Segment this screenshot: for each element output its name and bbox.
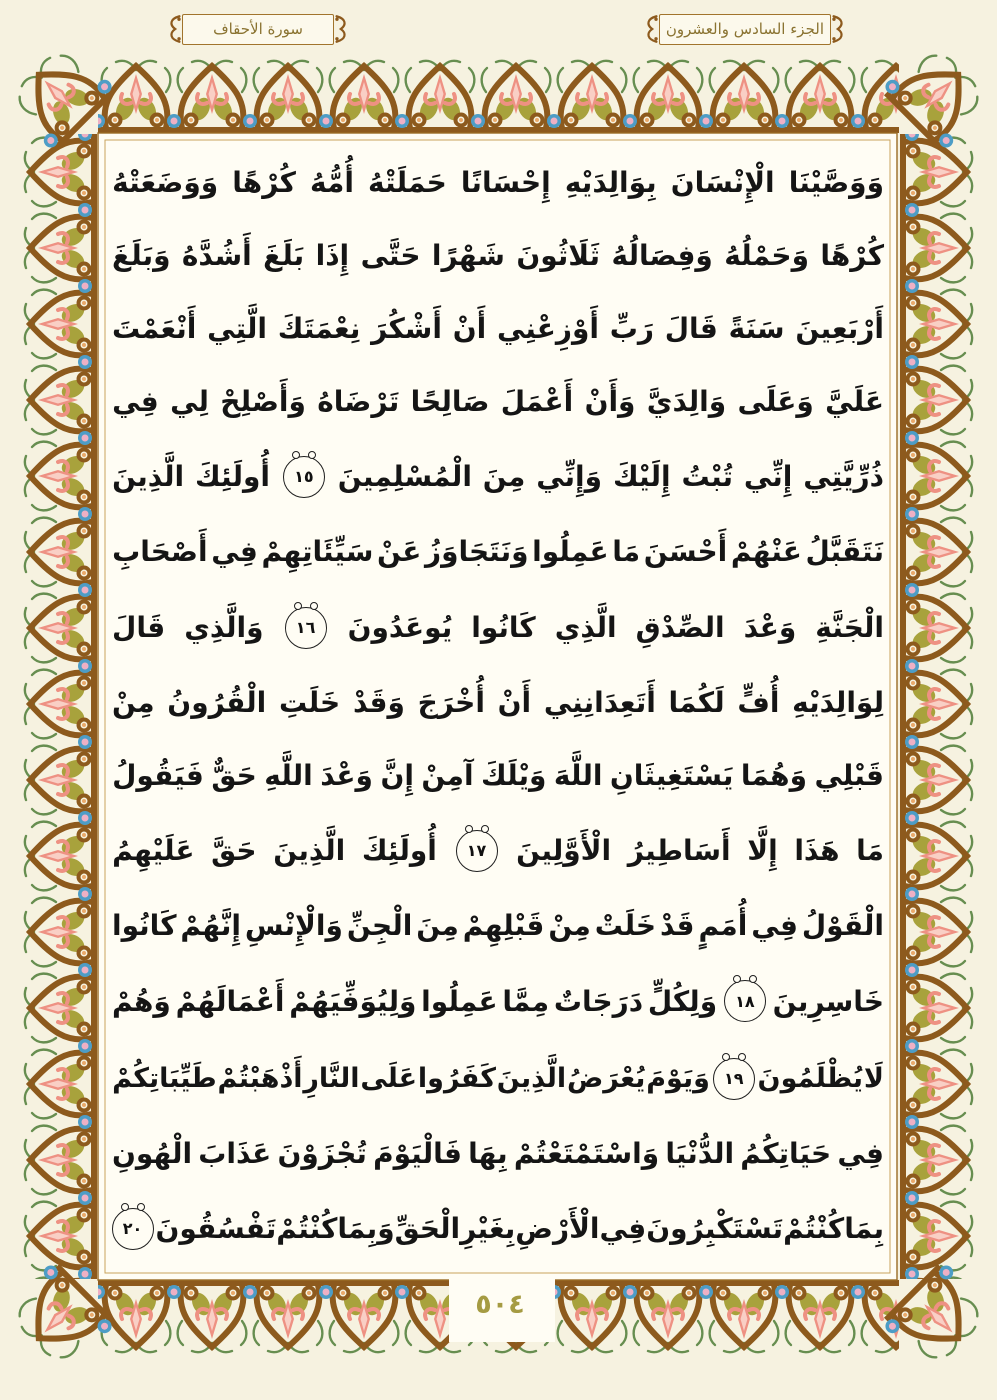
quran-word: تُبْتُ: [681, 460, 734, 494]
quran-word: الَّذِينَ: [273, 834, 346, 868]
quran-word: مَا: [612, 535, 641, 569]
quran-word: أُمَمٍ: [698, 909, 748, 943]
quran-line: [112, 1208, 884, 1250]
quran-word: اللَّهَ: [553, 758, 603, 792]
quran-word: وَنَتَجَاوَزُ: [424, 535, 529, 569]
quran-word: وَأَنْ: [584, 384, 636, 418]
quran-word: أَحْسَنَ: [643, 535, 728, 569]
quran-word: إِلَيْكَ: [612, 460, 671, 494]
quran-word: حَقٌّ: [211, 758, 257, 792]
quran-word: الْحَقِّ: [394, 1212, 461, 1246]
quran-word: وَلِكُلٍّ: [647, 984, 718, 1018]
quran-word: ثَلَاثُونَ: [516, 238, 601, 272]
quran-word: الَّذِي: [554, 610, 617, 644]
quran-word: يُظْلَمُونَ: [757, 1062, 864, 1094]
quran-word: الْقُرُونُ: [167, 685, 267, 719]
quran-line: [112, 980, 884, 1022]
quran-word: الَّذِينَ: [112, 460, 185, 494]
quran-word: مَا: [856, 834, 884, 868]
quran-word: دَرَجَاتٌ: [553, 984, 644, 1018]
quran-word: فِي: [211, 535, 258, 569]
verse-marker-15: ١٥: [283, 456, 325, 498]
quran-word: أَرْبَعِينَ: [795, 311, 884, 345]
quran-word: الصِّدْقِ: [635, 610, 725, 644]
quran-line: [112, 684, 884, 722]
quran-word: عَلَيْهِمُ: [112, 834, 195, 868]
quran-word: وَعْدَ: [743, 610, 797, 644]
quran-word: وَإِنِّي: [536, 460, 603, 494]
quran-word: بَلَغَ: [263, 238, 305, 272]
quran-word: أَنْعَمْتَ: [112, 311, 197, 345]
quran-word: قَدْ: [659, 909, 695, 943]
quran-word: خَلَتْ: [594, 909, 657, 943]
quran-word: وَعْدَ: [320, 758, 373, 792]
quran-word: عَمِلُوا: [532, 535, 609, 569]
quran-word: أَشْكُرَ: [371, 311, 442, 345]
quran-word: أَعْمَالَهُمْ: [175, 984, 285, 1018]
quran-word: خَاسِرِينَ: [772, 984, 884, 1018]
quran-line: [112, 1058, 884, 1100]
quran-word: أَنْ: [452, 311, 487, 345]
quran-word: وَفِصَالُهُ: [611, 238, 713, 272]
quran-word: فِي: [751, 909, 798, 943]
surah-header-cartouche: [165, 10, 351, 48]
quran-word: الْإِنْسَانَ: [670, 165, 775, 199]
quran-word: وَعَلَى: [737, 384, 814, 418]
quran-line: [112, 310, 884, 348]
verse-marker-19: ١٩: [713, 1058, 755, 1100]
juz-name: الجزء السادس والعشرون: [659, 14, 831, 45]
quran-word: وَبَلَغَ: [112, 238, 171, 272]
quran-word: عَلَيَّ: [825, 384, 884, 418]
quran-word: مِنْ: [548, 909, 591, 943]
quran-word: مِنَ: [416, 909, 459, 943]
quran-word: وَوَصَّيْنَا: [788, 165, 884, 199]
quran-line: [112, 907, 884, 945]
quran-word: الدُّنْيَا: [665, 1137, 735, 1171]
quran-word: مِمَّا: [502, 984, 550, 1018]
quran-word: يُوعَدُونَ: [347, 610, 453, 644]
verse-marker-18: ١٨: [724, 980, 766, 1022]
quran-text: [112, 146, 884, 1268]
quran-line: [112, 1135, 884, 1173]
quran-word: وَيَوْمَ: [646, 1062, 710, 1094]
quran-word: الْهُونِ: [112, 1137, 193, 1171]
quran-word: أُخْرَجَ: [417, 685, 485, 719]
quran-word: عَلَى: [360, 1062, 418, 1094]
ornate-bracket-icon: [642, 12, 659, 46]
quran-word: الْجَنَّةِ: [815, 610, 884, 644]
quran-word: أُفٍّ: [737, 685, 780, 719]
quran-word: عَنْهُمْ: [730, 535, 802, 569]
quran-word: قَالَ: [664, 311, 718, 345]
quran-word: شَهْرًا: [431, 238, 505, 272]
quran-line: [112, 456, 884, 498]
quran-word: الْأَرْضِ: [515, 1212, 600, 1246]
quran-word: قَالَ: [112, 610, 166, 644]
quran-word: ذُرِّيَّتِي: [803, 460, 884, 494]
quran-word: حَقَّ: [211, 834, 257, 868]
quran-word: إِنَّ: [380, 758, 414, 792]
quran-word: عَنْ: [377, 535, 422, 569]
quran-word: عَمِلُوا: [421, 984, 498, 1018]
quran-word: لَا: [863, 1062, 884, 1094]
quran-word: وَوَضَعَتْهُ: [112, 165, 219, 199]
quran-word: وَبِمَا: [337, 1212, 395, 1246]
quran-word: حَتَّى: [360, 238, 421, 272]
quran-word: سَيِّئَاتِهِمْ: [261, 535, 374, 569]
quran-word: أُولَئِكَ: [361, 834, 437, 868]
quran-line: [112, 830, 884, 872]
quran-word: كُرْهًا: [232, 165, 296, 199]
quran-word: وَالَّذِي: [184, 610, 264, 644]
quran-word: قَبْلِهِمْ: [462, 909, 545, 943]
verse-marker-20: ٢٠: [112, 1208, 154, 1250]
quran-word: نِعْمَتَكَ: [277, 311, 361, 345]
quran-word: أُمُّهُ: [310, 165, 354, 199]
quran-word: وَأَصْلِحْ: [220, 384, 306, 418]
quran-word: الَّذِينَ: [496, 1062, 567, 1094]
quran-word: قَبْلِي: [814, 758, 884, 792]
quran-word: صَالِحًا: [410, 384, 490, 418]
quran-line: [112, 383, 884, 421]
quran-word: تُجْزَوْنَ: [277, 1137, 367, 1171]
quran-word: طَيِّبَاتِكُمْ: [112, 1062, 217, 1094]
quran-word: تَرْضَاهُ: [317, 384, 400, 418]
quran-line: [112, 237, 884, 275]
quran-word: هَذَا: [794, 834, 840, 868]
quran-word: إِنَّهُمْ: [180, 909, 241, 943]
quran-word: أَعْمَلَ: [500, 384, 574, 418]
quran-word: لَكُمَا: [668, 685, 725, 719]
ornate-bracket-icon: [165, 12, 182, 46]
quran-word: الْأَوَّلِينَ: [516, 834, 612, 868]
quran-word: وَاسْتَمْتَعْتُمْ: [513, 1137, 660, 1171]
quran-word: أَتَعِدَانِنِي: [543, 685, 656, 719]
quran-word: فَيَقُولُ: [112, 758, 204, 792]
quran-word: فَالْيَوْمَ: [373, 1137, 462, 1171]
quran-word: كُنْتُمْ: [276, 1212, 338, 1246]
quran-word: وَقَدْ: [352, 685, 405, 719]
quran-word: آمِنْ: [421, 758, 474, 792]
quran-word: أُولَئِكَ: [194, 460, 270, 494]
verse-marker-16: ١٦: [285, 607, 327, 649]
quran-word: حَيَاتِكُمُ: [740, 1137, 832, 1171]
quran-line: [112, 607, 884, 649]
quran-word: خَلَتِ: [278, 685, 341, 719]
quran-word: وَحَمْلُهُ: [724, 238, 809, 272]
quran-word: وَالِدَيَّ: [646, 384, 727, 418]
ornate-bracket-icon: [831, 12, 848, 46]
quran-word: أَنْ: [497, 685, 532, 719]
quran-word: فِي: [837, 1137, 884, 1171]
quran-word: بِمَا: [844, 1212, 884, 1246]
quran-word: وَهُمْ: [112, 984, 171, 1018]
quran-word: عَذَابَ: [198, 1137, 272, 1171]
quran-word: نَتَقَبَّلُ: [805, 535, 884, 569]
quran-word: وَيْلَكَ: [481, 758, 547, 792]
quran-word: وَالْإِنْسِ: [244, 909, 343, 943]
quran-line: [112, 757, 884, 795]
quran-word: الْجِنِّ: [346, 909, 413, 943]
quran-line: [112, 533, 884, 571]
quran-word: النَّارِ: [303, 1062, 360, 1094]
quran-word: أَصْحَابِ: [112, 535, 208, 569]
quran-word: فِي: [112, 384, 159, 418]
page-number: ٥٠٤: [475, 1289, 525, 1320]
quran-word: إِحْسَانًا: [460, 165, 551, 199]
quran-word: كَفَرُوا: [417, 1062, 496, 1094]
verse-marker-17: ١٧: [456, 830, 498, 872]
quran-word: إِلَّا: [747, 834, 778, 868]
quran-word: تَسْتَكْبِرُونَ: [646, 1212, 784, 1246]
quran-word: بِغَيْرِ: [460, 1212, 516, 1246]
juz-header-cartouche: [646, 10, 848, 48]
quran-word: كُرْهًا: [820, 238, 884, 272]
quran-word: مِنَ: [482, 460, 526, 494]
quran-word: اللَّهِ: [264, 758, 313, 792]
quran-word: الَّتِي: [207, 311, 267, 345]
quran-word: حَمَلَتْهُ: [368, 165, 447, 199]
quran-word: بِوَالِدَيْهِ: [564, 165, 657, 199]
quran-word: كُنْتُمْ: [783, 1212, 845, 1246]
quran-word: مِنْ: [112, 685, 155, 719]
quran-word: سَنَةً: [728, 311, 785, 345]
quran-word: كَانُوا: [112, 909, 177, 943]
quran-word: أَشُدَّهُ: [181, 238, 252, 272]
quran-word: لِوَالِدَيْهِ: [792, 685, 884, 719]
quran-word: يُعْرَضُ: [566, 1062, 646, 1094]
quran-word: أَذْهَبْتُمْ: [217, 1062, 303, 1094]
quran-word: كَانُوا: [471, 610, 536, 644]
quran-word: الْمُسْلِمِينَ: [337, 460, 472, 494]
quran-word: تَفْسُقُونَ: [155, 1212, 277, 1246]
quran-word: رَبِّ: [609, 311, 654, 345]
quran-word: لِي: [170, 384, 209, 418]
quran-line: [112, 164, 884, 202]
quran-word: وَلِيُوَفِّيَهُمْ: [289, 984, 417, 1018]
quran-word: يَسْتَغِيثَانِ: [609, 758, 734, 792]
surah-name: سورة الأحقاف: [182, 14, 334, 45]
quran-word: إِنِّي: [743, 460, 793, 494]
quran-word: وَهُمَا: [740, 758, 807, 792]
quran-word: فِي: [599, 1212, 647, 1246]
ornate-bracket-icon: [334, 12, 351, 46]
quran-word: أَسَاطِيرُ: [627, 834, 731, 868]
quran-word: إِذَا: [315, 238, 350, 272]
quran-word: بِهَا: [468, 1137, 508, 1171]
quran-word: الْقَوْلُ: [801, 909, 884, 943]
quran-word: أَوْزِعْنِي: [496, 311, 599, 345]
